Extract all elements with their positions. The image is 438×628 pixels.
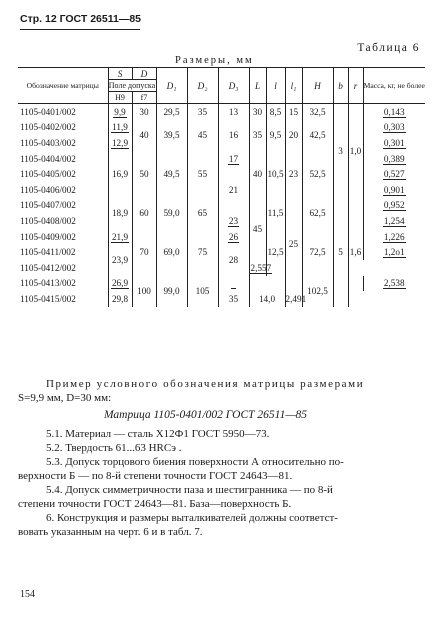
b-cell: 5 [333, 198, 348, 307]
col-s-tolerance: H9 [108, 92, 132, 104]
d1-cell: 69,0 [156, 229, 187, 276]
d2-cell: 55 [187, 151, 218, 198]
d2-cell: 105 [187, 276, 218, 307]
s-cell: 26,9 [108, 276, 132, 292]
d3-cell: 28 [218, 244, 249, 275]
table-row [18, 213, 425, 229]
mass-cell: 0,301 [363, 135, 425, 151]
d3-cell: 23 [218, 213, 249, 229]
d3-cell: 21 [218, 166, 249, 213]
col-s: S [108, 68, 132, 80]
table-row [18, 120, 425, 136]
d-cell: 30 [132, 104, 156, 120]
l1-cell: 20 [285, 120, 302, 151]
l-cell [249, 276, 285, 292]
d3-cell: 16 [218, 120, 249, 151]
col-l-small: l [266, 68, 285, 104]
mass-cell: 2,557 [249, 260, 266, 276]
mass-cell: 2,538 [363, 276, 425, 292]
note-5-1: 5.1. Материал — сталь Х12Ф1 ГОСТ 5950—73. [46, 428, 270, 440]
d2-cell: 75 [187, 229, 218, 276]
designation-cell: 1105-0401/002 [20, 106, 76, 117]
mass-cell: 0,389 [363, 151, 425, 167]
d3-cell: 13 [218, 104, 249, 120]
h-cell: 32,5 [302, 104, 333, 120]
l1-cell: 23 [285, 151, 302, 198]
s-cell: 23,9 [108, 244, 132, 275]
s-cell: 11,9 [108, 120, 132, 136]
mass-cell: 0,952 [363, 198, 425, 214]
col-mass: Масса, кг, не более [363, 68, 425, 104]
s-cell: 16,9 [108, 151, 132, 198]
designation-cell: 1105-0405/002 [20, 169, 76, 180]
col-l1: l₁ [285, 68, 302, 104]
col-d-tolerance: f7 [132, 92, 156, 104]
col-designation: Обозначение матрицы [18, 68, 108, 104]
h-cell: 102,5 [302, 276, 333, 307]
l-cell: 40 [249, 151, 266, 198]
col-b: b [333, 68, 348, 104]
mass-cell: 1,254 [363, 213, 425, 229]
d1-cell: 29,5 [156, 104, 187, 120]
d3-cell [218, 276, 249, 292]
d3-cell: 26 [218, 229, 249, 245]
d1-cell: 99,0 [156, 276, 187, 307]
col-d: D [132, 68, 156, 80]
table-row [18, 229, 425, 245]
table-row [18, 276, 425, 292]
d2-cell: 45 [187, 120, 218, 151]
note-5-4: 5.4. Допуск симметричности паза и шестигранника — по 8-й [46, 484, 333, 496]
col-d3: D₃ [218, 68, 249, 104]
header-divider [20, 29, 140, 30]
s-cell: 12,9 [108, 135, 132, 151]
example-intro: Пример условного обозначения матрицы размерами [46, 378, 365, 390]
d2-cell: 35 [187, 104, 218, 120]
table-row [18, 151, 425, 167]
designation-cell: 1105-0413/002 [20, 278, 76, 289]
h-cell: 62,5 [302, 198, 333, 229]
l-small-cell: 10,5 [266, 151, 285, 198]
note-5-3-cont: верхности Б — по 8-й степени точности ГОСТ 24643—81. [18, 470, 293, 482]
l-cell: 35 [249, 120, 266, 151]
d1-cell: 39,5 [156, 120, 187, 151]
table-caption: Таблица 6 [357, 42, 420, 54]
d1-cell: 49,5 [156, 151, 187, 198]
designation-cell: 1105-0412/002 [20, 262, 76, 273]
h-cell: 72,5 [302, 229, 333, 276]
note-6: 6. Конструкция и размеры выталкивателей должны соответст- [46, 512, 338, 524]
col-d1: D₁ [156, 68, 187, 104]
designation-cell: 1105-0415/002 [20, 293, 76, 304]
l-small-cell: 11,5 [266, 198, 285, 229]
designation-cell: 1105-0408/002 [20, 215, 76, 226]
col-d2: D₂ [187, 68, 218, 104]
s-cell: 18,9 [108, 198, 132, 229]
col-h: H [302, 68, 333, 104]
s-cell: 21,9 [108, 229, 132, 245]
l-small-cell: 12,5 [266, 229, 285, 276]
table-subtitle: Размеры, мм [175, 55, 254, 66]
r-cell: 1,0 [348, 104, 363, 198]
d-cell: 40 [132, 120, 156, 151]
s-cell: 9,9 [108, 104, 132, 120]
s-cell: 29,8 [108, 291, 132, 307]
designation-cell: 1105-0403/002 [20, 137, 76, 148]
d2-cell: 65 [187, 198, 218, 229]
designation-cell: 1105-0402/002 [20, 122, 76, 133]
h-cell: 52,5 [302, 151, 333, 198]
table-row [18, 244, 425, 260]
mass-cell: 0,901 [363, 182, 425, 198]
col-r: r [348, 68, 363, 104]
page-number: 154 [20, 589, 35, 600]
mass-cell: 0,303 [363, 120, 425, 136]
dimensions-table [18, 67, 425, 307]
page-header: Стр. 12 ГОСТ 26511—85 [20, 13, 142, 25]
r-cell: 1,6 [348, 198, 363, 307]
example-designation: Матрица 1105-0401/002 ГОСТ 26511—85 [104, 409, 308, 421]
b-cell: 3 [333, 104, 348, 198]
col-l: L [249, 68, 266, 104]
note-5-2: 5.2. Твердость 61...63 HRCэ . [46, 442, 182, 454]
l-small-cell: 8,5 [266, 104, 285, 120]
l-cell: 45 [249, 198, 266, 260]
table-row [18, 166, 425, 182]
note-5-4-cont: степени точности ГОСТ 24643—81. База—поверхность Б. [18, 498, 292, 510]
table-row [18, 291, 425, 307]
designation-cell: 1105-0406/002 [20, 184, 76, 195]
l-small-cell: 14,0 [249, 291, 285, 307]
l-small-cell: 9,5 [266, 120, 285, 151]
designation-cell: 1105-0411/002 [20, 247, 76, 258]
l1-cell: 15 [285, 104, 302, 120]
mass-cell: 0,143 [363, 104, 425, 120]
d-cell: 70 [132, 229, 156, 276]
l1-cell: 25 [285, 198, 302, 292]
l-cell: 30 [249, 104, 266, 120]
d3-cell: 17 [218, 151, 249, 167]
d3-cell: 35 [218, 291, 249, 307]
designation-cell: 1105-0409/002 [20, 231, 76, 242]
note-6-cont: вовать указанным на черт. 6 и в табл. 7. [18, 526, 203, 538]
example-params: S=9,9 мм, D=30 мм: [18, 392, 112, 404]
mass-cell: 2,491 [285, 291, 302, 307]
d1-cell: 59,0 [156, 198, 187, 229]
d-cell: 50 [132, 151, 156, 198]
h-cell: 42,5 [302, 120, 333, 151]
mass-cell: 0,527 [363, 166, 425, 182]
note-5-3: 5.3. Допуск торцового биения поверхности А относительно по- [46, 456, 344, 468]
designation-cell: 1105-0407/002 [20, 200, 76, 211]
mass-cell: 1,226 [363, 229, 425, 245]
table-row [18, 104, 425, 120]
d-cell: 100 [132, 276, 156, 307]
col-tolerance: Поле допуска [108, 81, 156, 90]
mass-cell: 1,2о1 [363, 244, 425, 260]
d-cell: 60 [132, 198, 156, 229]
designation-cell: 1105-0404/002 [20, 153, 76, 164]
